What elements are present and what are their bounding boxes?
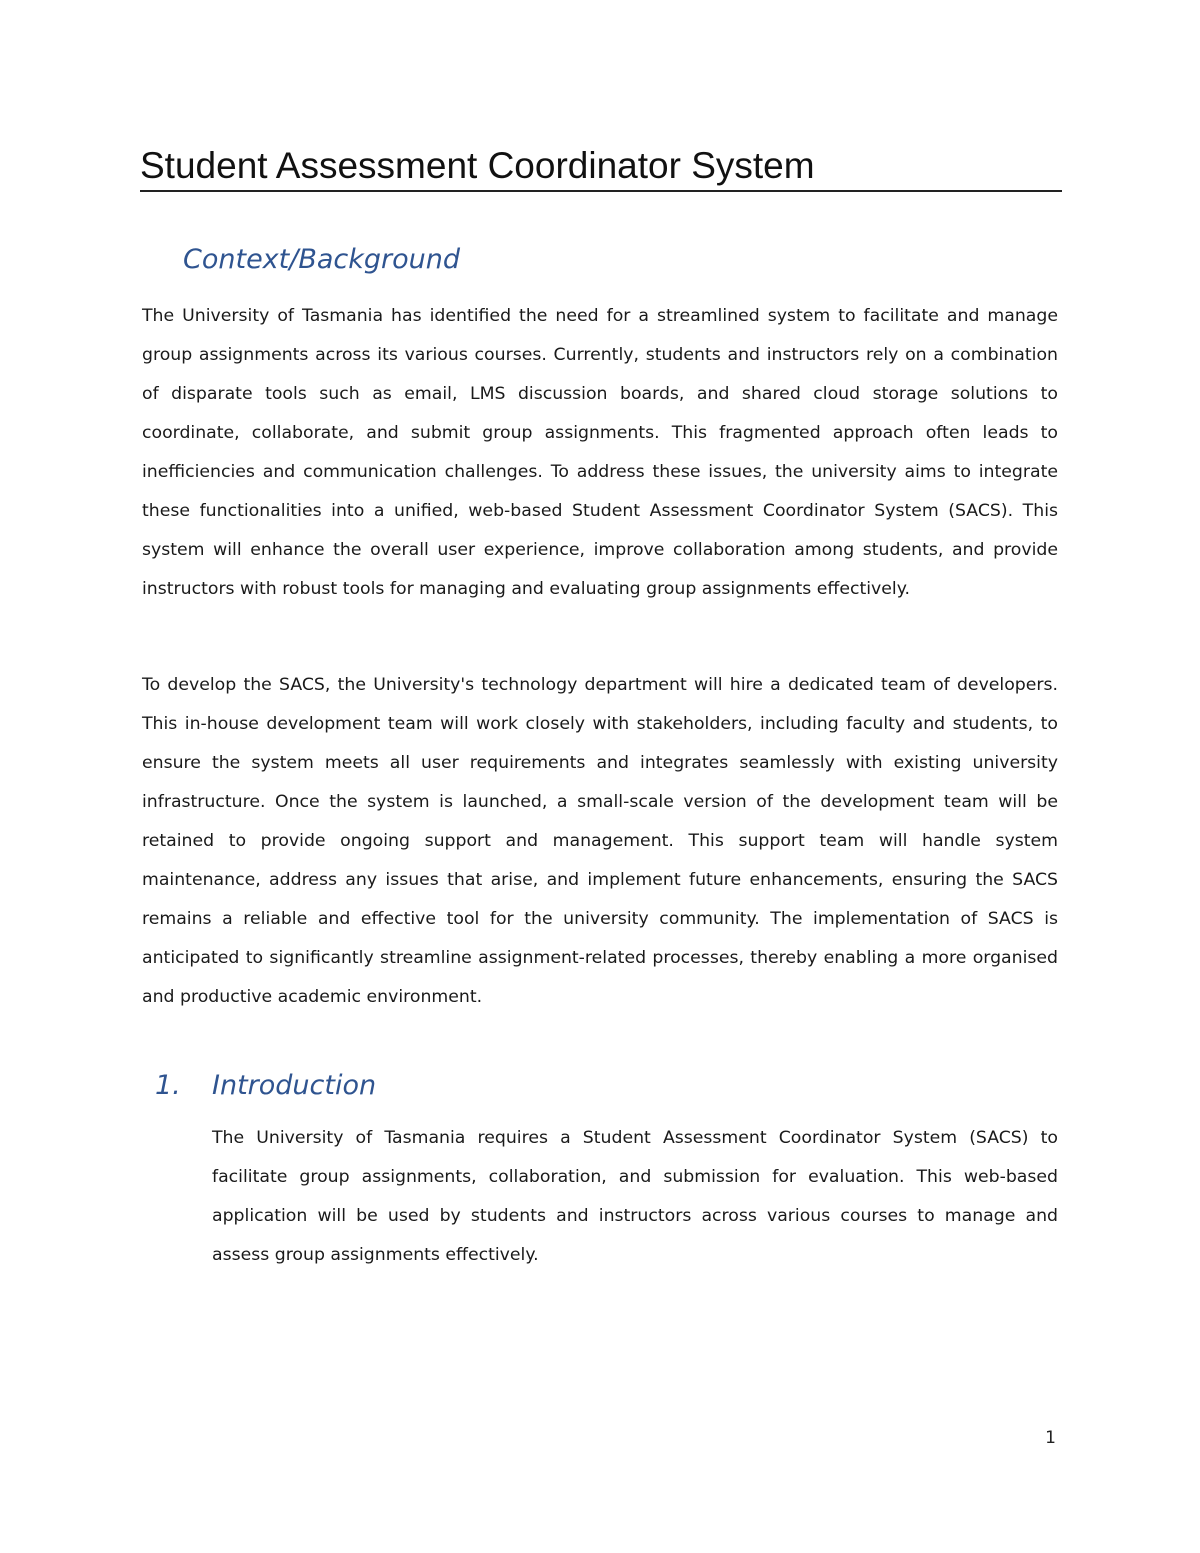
document-title: Student Assessment Coordinator System (140, 144, 1062, 192)
context-paragraph-2: To develop the SACS, the University's technology department will hire a dedicated team of developers. This in-house development team will work closely with stakeholders, including faculty and students, to ensure the system meets all user requirements and integrates seamlessly with existing university infrastructure. Once the system is launched, a small-scale version of the development team will be retained to provide ongoing support and management. This support team will handle system maintenance, address any issues that arise, and implement future enhancements, ensuring the SACS remains a reliable and effective tool for the university community. The implementation of SACS is anticipated to significantly streamline assignment-related processes, thereby enabling a more organised and productive academic environment. (142, 675, 1058, 1007)
introduction-paragraph-1: The University of Tasmania requires a Student Assessment Coordinator System (SACS) to facilitate group assignments, collaboration, and submission for evaluation. This web-based application will be used by students and instructors across various courses to manage and assess group assignments effectively. (212, 1128, 1058, 1265)
section-heading-context: Context/Background (183, 244, 461, 275)
context-paragraph-1: The University of Tasmania has identified the need for a streamlined system to facilitate and manage group assignments across its various courses. Currently, students and instructors rely on a combination of disparate tools such as email, LMS discussion boards, and shared cloud storage solutions to coordinate, collaborate, and submit group assignments. This fragmented approach often leads to inefficiencies and communication challenges. To address these issues, the university aims to integrate these functionalities into a unified, web-based Student Assessment Coordinator System (SACS). This system will enhance the overall user experience, improve collaboration among students, and provide instructors with robust tools for managing and evaluating group assignments effectively. (142, 306, 1058, 599)
section-number: 1. (155, 1070, 181, 1101)
page-number: 1 (1045, 1428, 1056, 1448)
section-title: Introduction (212, 1070, 377, 1101)
section-heading-introduction (155, 1068, 376, 1104)
